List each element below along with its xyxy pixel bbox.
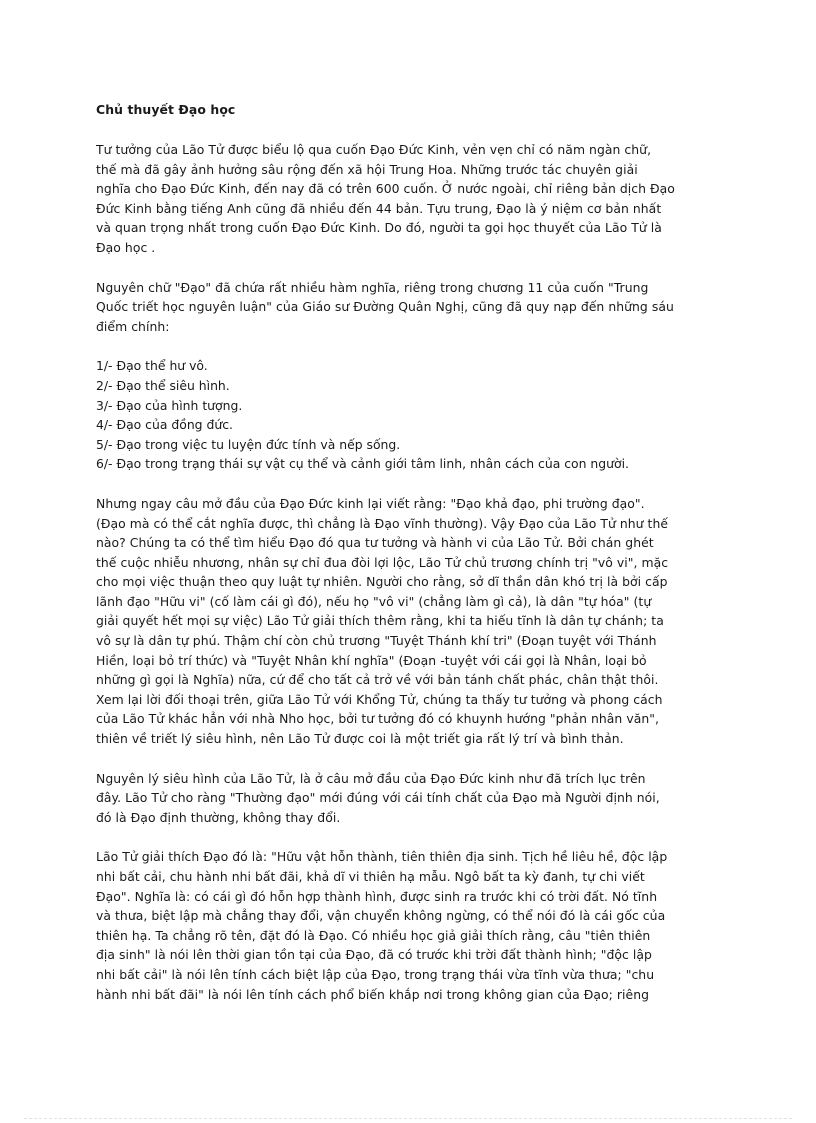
list-item: 4/- Đạo của đồng đức.: [96, 417, 233, 433]
text-line: đây. Lão Tử cho ràng "Thường đạo" mới đúng với cái tính chất của Đạo mà Người định nói,: [96, 790, 660, 806]
text-line: điểm chính:: [96, 318, 170, 334]
list-item: 2/- Đạo thể siêu hình.: [96, 377, 230, 393]
text-line: (Đạo mà có thể cắt nghĩa được, thì chẳng là Đạo vĩnh thường). Vậy Đạo của Lão Tử như thế: [96, 515, 669, 531]
text-line: thiên hạ. Ta chẳng rõ tên, đặt đó là Đạo. Có nhiều học giả giải thích rằng, câu "tiên thiên: [96, 927, 651, 943]
text-line: cho mọi việc thuận theo quy luật tự nhiên. Người cho rằng, sở dĩ thần dân khó trị là bởi cấp: [96, 574, 668, 590]
list-item: 6/- Đạo trong trạng thái sự vật cụ thể và cảnh giới tâm linh, nhân cách của con người.: [96, 456, 629, 472]
text-line: Đạo học .: [96, 239, 156, 255]
list-item: 1/- Đạo thể hư vô.: [96, 358, 208, 374]
paragraph: [96, 769, 726, 828]
page-bottom-divider: [24, 1118, 792, 1119]
text-line: Lão Tử giải thích Đạo đó là: "Hữu vật hỗn thành, tiên thiên địa sinh. Tịch hề liêu hề, độc lập: [96, 849, 668, 865]
text-line: Đức Kinh bằng tiếng Anh cũng đã nhiều đến 44 bản. Tựu trung, Đạo là ý niệm cơ bản nhất: [96, 200, 662, 216]
text-line: giải quyết hết mọi sự việc) Lão Tử giải thích thêm rằng, khi ta hiếu tĩnh là dân tự chánh; ta: [96, 613, 664, 629]
intro-paragraphs: [96, 140, 726, 336]
text-line: địa sinh" là nói lên thời gian tồn tại của Đạo, đã có trước khi trời đất thành hình; "độc lập: [96, 947, 652, 963]
text-line: đó là Đạo định thường, không thay đổi.: [96, 809, 341, 825]
points-list: [96, 356, 726, 474]
text-line: Quốc triết học nguyên luận" của Giáo sư Đường Quân Nghị, cũng đã quy nạp đến những sáu: [96, 299, 674, 315]
document-page: [96, 100, 726, 1024]
text-line: nào? Chúng ta có thể tìm hiểu Đạo đó qua tư tưởng và hành vi của Lão Tử. Bởi chán ghét: [96, 535, 654, 551]
text-line: Xem lại lời đối thoại trên, giữa Lão Tử với Khổng Tử, chúng ta thấy tư tưởng và phong cách: [96, 691, 663, 707]
text-line: hành nhi bất đãi" là nói lên tính cách phổ biến khắp nơi trong không gian của Đạo; riêng: [96, 986, 650, 1002]
text-line: nhi bất cải" là nói lên tính cách biệt lập của Đạo, trong trạng thái vừa tĩnh vừa thưa; "chu: [96, 966, 655, 982]
document-title: Chủ thuyết Đạo học: [96, 102, 236, 117]
paragraph: [96, 494, 726, 749]
text-line: của Lão Tử khác hẳn với nhà Nho học, bởi tư tưởng đó có khuynh hướng "phản nhân văn",: [96, 711, 659, 727]
text-line: những gì gọi là Nghĩa) nữa, cứ để cho tất cả trở về với bản tánh chất phác, chân thật thôi.: [96, 672, 659, 688]
paragraph: [96, 140, 726, 258]
text-line: lãnh đạo "Hữu vi" (cố làm cái gì đó), nếu họ "vô vi" (chẳng làm gì cả), là dân "tự hóa" (tự: [96, 593, 652, 609]
text-line: nhi bất cải, chu hành nhi bất đãi, khả dĩ vi thiên hạ mẫu. Ngô bất ta kỳ đanh, tự chi viết: [96, 869, 645, 884]
text-line: và thưa, biệt lập mà chẳng thay đổi, vận chuyển không ngừng, có thể nói đó là cái gốc của: [96, 908, 666, 924]
text-line: thiên về triết lý siêu hình, nên Lão Tử được coi là một triết gia rất lý trí và bình thản.: [96, 731, 624, 747]
text-line: nghĩa cho Đạo Đức Kinh, đến nay đã có trên 600 cuốn. Ở nước ngoài, chỉ riêng bản dịch Đạo: [96, 181, 675, 197]
text-line: thế mà đã gây ảnh hưởng sâu rộng đến xã hội Trung Hoa. Những trước tác chuyên giải: [96, 161, 638, 177]
text-line: và quan trọng nhất trong cuốn Đạo Đức Kinh. Do đó, người ta gọi học thuyết của Lão Tử là: [96, 220, 662, 236]
text-line: Hiền, loại bỏ trí thức) và "Tuyệt Nhân khí nghĩa" (Đoạn -tuyệt với cái gọi là Nhân, loại bỏ: [96, 652, 647, 668]
list-item: 5/- Đạo trong việc tu luyện đức tính và nếp sống.: [96, 436, 401, 452]
text-line: Đạo". Nghĩa là: có cái gì đó hỗn hợp thành hình, được sinh ra trước khi có trời đất. Nó tĩnh: [96, 888, 658, 904]
body-paragraphs: [96, 494, 726, 1004]
text-line: Nguyên chữ "Đạo" đã chứa rất nhiều hàm nghĩa, riêng trong chương 11 của cuốn "Trung: [96, 279, 649, 295]
list-item: 3/- Đạo của hình tượng.: [96, 397, 243, 413]
paragraph: [96, 278, 726, 337]
text-line: Nhưng ngay câu mở đầu của Đạo Đức kinh lại viết rằng: "Đạo khả đạo, phi trường đạo".: [96, 495, 645, 511]
text-line: vô sự là dân tự phú. Thậm chí còn chủ trương "Tuyệt Thánh khí tri" (Đoạn tuyệt với Thánh: [96, 633, 657, 649]
paragraph: [96, 847, 726, 1004]
text-line: Nguyên lý siêu hình của Lão Tử, là ở câu mở đầu của Đạo Đức kinh như đã trích lục trên: [96, 770, 646, 786]
text-line: Tư tưởng của Lão Tử được biểu lộ qua cuốn Đạo Đức Kinh, vẻn vẹn chỉ có năm ngàn chữ,: [96, 142, 652, 157]
text-line: thế cuộc nhiễu nhương, nhân sự chỉ đua đòi lợi lộc, Lão Tử chủ trương chính trị "vô vi", mặc: [96, 554, 669, 570]
